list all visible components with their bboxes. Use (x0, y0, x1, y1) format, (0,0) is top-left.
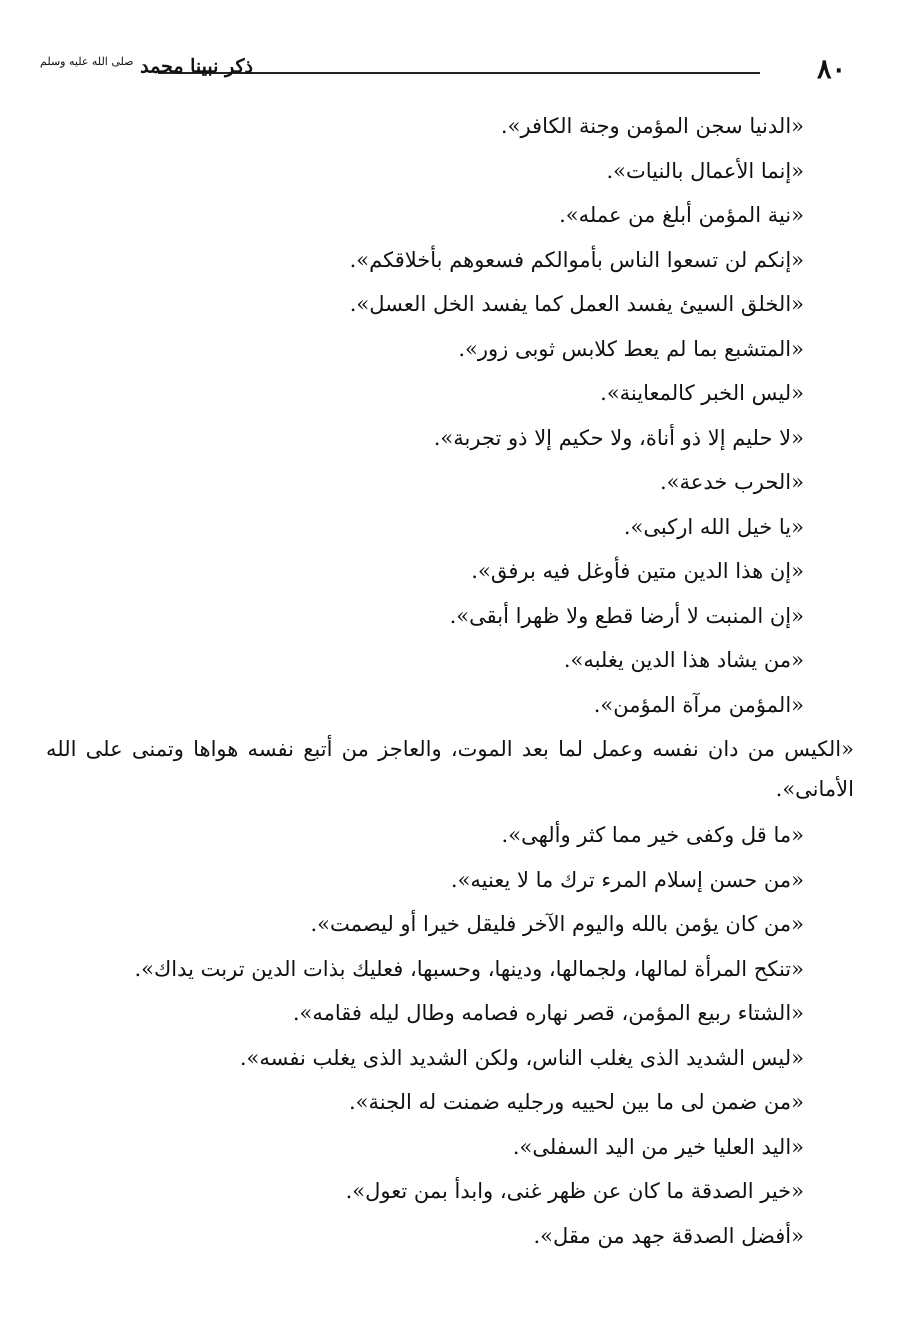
hadith-line-9: «الحرب خدعة». (660, 470, 804, 494)
hadith-line-5: «الخلق السيئ يفسد العمل كما يفسد الخل العسل». (349, 292, 804, 316)
hadith-line-12: «إن المنبت لا أرضا قطع ولا ظهرا أبقى». (449, 603, 804, 628)
hadith-line-20: «الشتاء ربيع المؤمن، قصر نهاره فصامه وطال ليله فقامه». (292, 1001, 804, 1025)
hadith-line-6: «المتشبع بما لم يعط كلابس ثوبى زور». (458, 336, 804, 361)
running-title: ذكر نبينا محمد (140, 55, 254, 78)
hadith-line-4: «إنكم لن تسعوا الناس بأموالكم فسعوهم بأخلاقكم». (349, 247, 804, 272)
hadith-line-14: «المؤمن مرآة المؤمن». (593, 692, 804, 717)
hadith-line-19: «تنكح المرأة لمالها، ولجمالها، ودينها، وحسبها، فعليك بذات الدين تربت يداك». (134, 956, 804, 981)
hadith-line-15: «الكيس من دان نفسه وعمل لما بعد الموت، والعاجز من أتبع نفسه هواها وتمنى على الله الأمانى». (46, 737, 854, 801)
hadith-line-22: «من ضمن لى ما بين لحييه ورجليه ضمنت له الجنة». (348, 1090, 804, 1114)
salawat-mark: صلى الله عليه وسلم (40, 55, 134, 68)
hadith-list (46, 104, 854, 1258)
hadith-line-21: «ليس الشديد الذى يغلب الناس، ولكن الشديد الذى يغلب نفسه». (239, 1045, 804, 1070)
hadith-line-17: «من حسن إسلام المرء ترك ما لا يعنيه». (450, 867, 804, 892)
running-header (40, 52, 846, 96)
hadith-line-23: «اليد العليا خير من اليد السفلى». (512, 1134, 804, 1159)
hadith-line-8: «لا حليم إلا ذو أناة، ولا حكيم إلا ذو تجربة». (433, 425, 804, 450)
hadith-line-25: «أفضل الصدقة جهد من مقل». (533, 1223, 804, 1248)
running-title-group (40, 55, 253, 77)
page-number: ٨٠ (816, 54, 846, 85)
hadith-line-18: «من كان يؤمن بالله واليوم الآخر فليقل خيرا أو ليصمت». (310, 912, 804, 936)
hadith-line-11: «إن هذا الدين متين فأوغل فيه برفق». (471, 559, 804, 583)
hadith-line-24: «خير الصدقة ما كان عن ظهر غنى، وابدأ بمن تعول». (345, 1179, 804, 1203)
hadith-line-10: «يا خيل الله اركبى». (623, 514, 804, 539)
hadith-line-1: «الدنيا سجن المؤمن وجنة الكافر». (500, 114, 804, 138)
hadith-line-7: «ليس الخبر كالمعاينة». (600, 381, 804, 405)
hadith-line-3: «نية المؤمن أبلغ من عمله». (559, 203, 804, 227)
hadith-line-13: «من يشاد هذا الدين يغلبه». (563, 648, 804, 672)
hadith-line-2: «إنما الأعمال بالنيات». (606, 158, 804, 183)
hadith-line-16: «ما قل وكفى خير مما كثر وألهى». (501, 823, 804, 847)
